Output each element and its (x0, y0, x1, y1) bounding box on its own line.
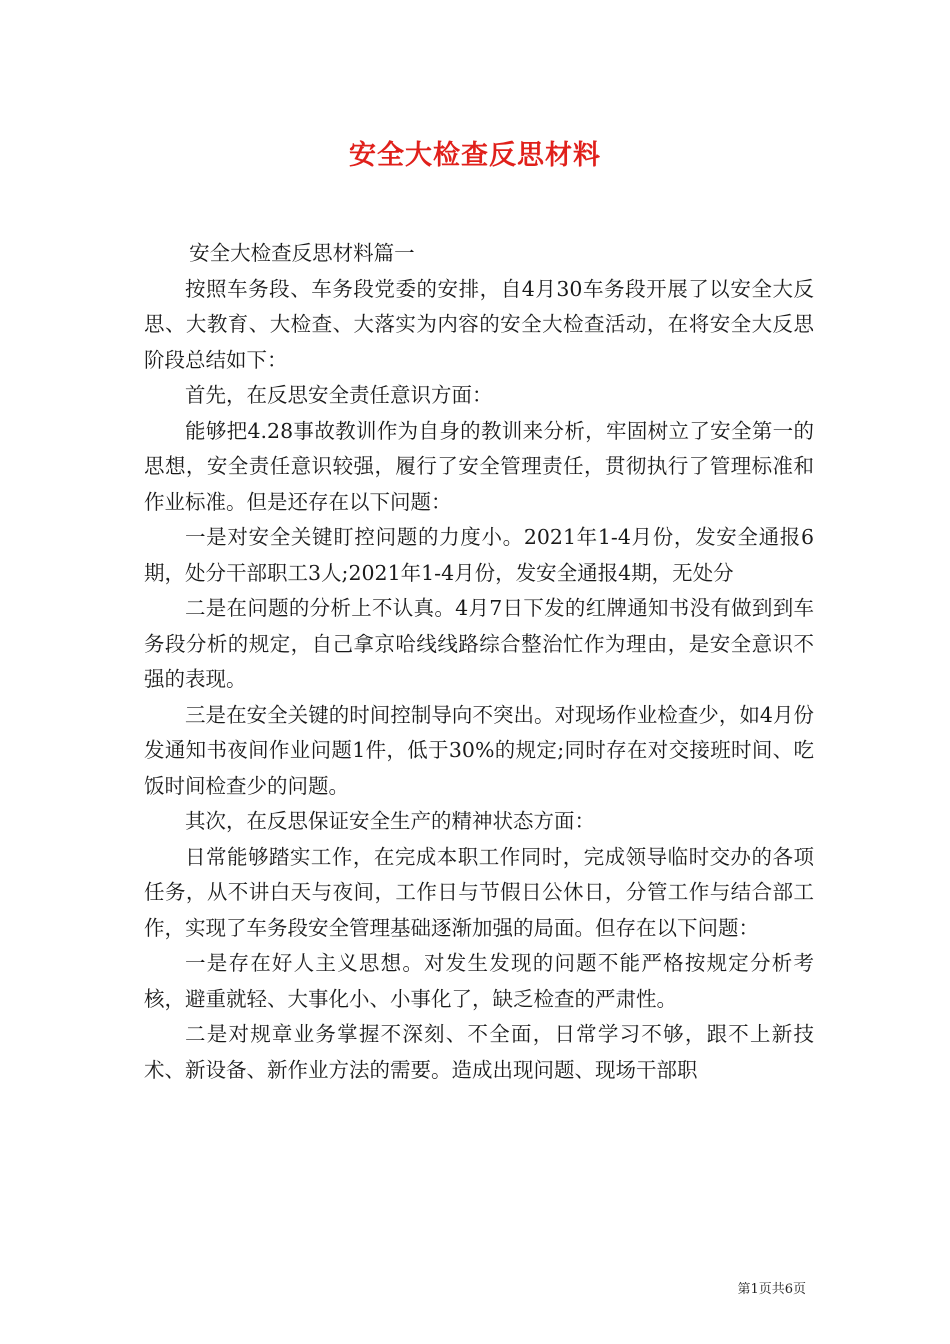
paragraph-issue-4: 一是存在好人主义思想。对发生发现的问题不能严格按规定分析考核，避重就轻、大事化小、小事化了，缺乏检查的严肃性。 (144, 951, 814, 1011)
paragraph-issue-1: 一是对安全关键盯控问题的力度小。2021年1-4月份，发安全通报6期，处分干部职工3人;2021年1-4月份，发安全通报4期，无处分 (144, 525, 814, 585)
paragraph-intro: 按照车务段、车务段党委的安排，自4月30车务段开展了以安全大反思、大教育、大检查、大落实为内容的安全大检查活动，在将安全大反思阶段总结如下： (144, 276, 814, 372)
document-title: 安全大检查反思材料 (349, 140, 601, 171)
document-body (144, 236, 814, 1088)
paragraph-responsibility: 能够把4.28事故教训作为自身的教训来分析，牢固树立了安全第一的思想，安全责任意识较强，履行了安全管理责任，贯彻执行了管理标准和作业标准。但是还存在以下问题： (144, 418, 814, 514)
paragraph-issue-2: 二是在问题的分析上不认真。4月7日下发的红牌通知书没有做到到车务段分析的规定，自己拿京哈线线路综合整治忙作为理由，是安全意识不强的表现。 (144, 596, 814, 691)
section-heading: 安全大检查反思材料篇一 (189, 241, 415, 265)
paragraph-issue-5: 二是对规章业务掌握不深刻、不全面，日常学习不够，跟不上新技术、新设备、新作业方法的需要。造成出现问题、现场干部职 (144, 1022, 814, 1082)
page-number: 第1页共6页 (737, 1282, 806, 1297)
paragraph-issue-3: 三是在安全关键的时间控制导向不突出。对现场作业检查少，如4月份发通知书夜间作业问题1件，低于30%的规定;同时存在对交接班时间、吃饭时间检查少的问题。 (144, 702, 814, 798)
paragraph-second-aspect: 其次，在反思保证安全生产的精神状态方面： (185, 809, 595, 833)
paragraph-first-aspect: 首先，在反思安全责任意识方面： (185, 383, 493, 407)
paragraph-daily-work: 日常能够踏实工作，在完成本职工作同时，完成领导临时交办的各项任务，从不讲白天与夜间，工作日与节假日公休日，分管工作与结合部工作，实现了车务段安全管理基础逐渐加强的局面。但存在以下问题： (144, 844, 814, 940)
